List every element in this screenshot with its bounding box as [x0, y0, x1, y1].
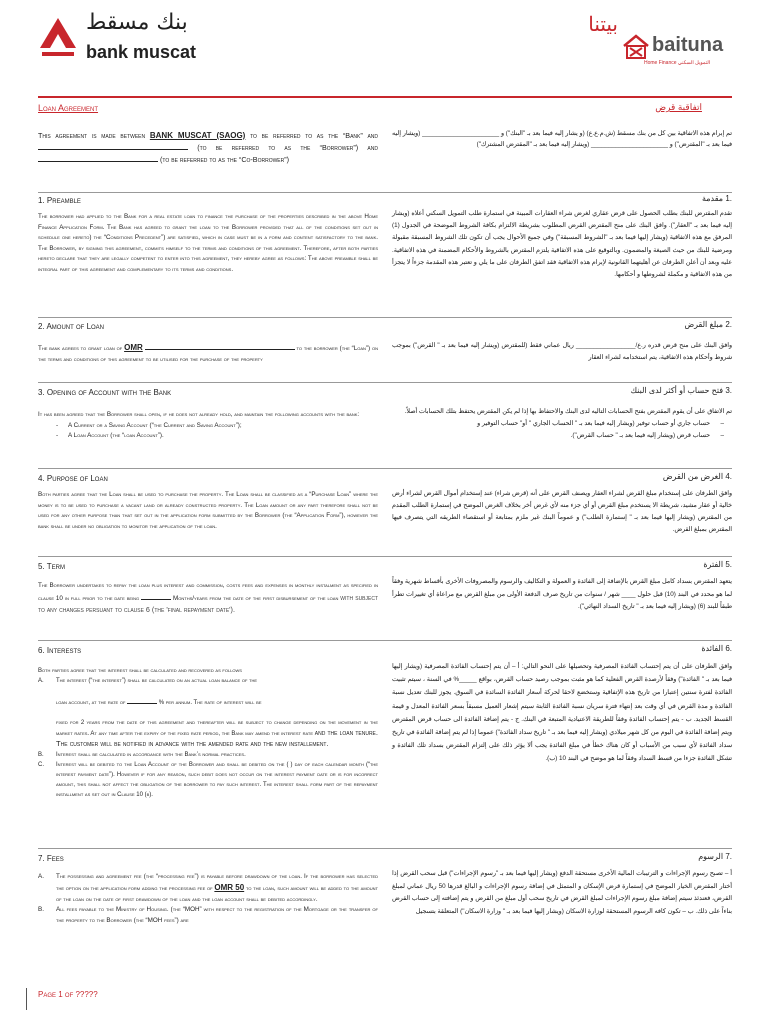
section-3-body: It has been agreed that the Borrower shall open, if he does not already hold, and maintain the following accounts with the bank: [38, 411, 360, 418]
omr-label: OMR [124, 343, 143, 352]
section-6-title-ar: .6 الفائدة [701, 644, 732, 653]
section-divider [38, 640, 732, 641]
section-6-title: 6. Interests [38, 646, 82, 655]
house-icon [622, 34, 650, 60]
clause-b: B. Interest shall be calculated in accordance with the Bank’s normal practices. [38, 752, 246, 758]
section-5-title-ar: .5 الفترة [703, 560, 732, 569]
borrower-name-blank[interactable] [38, 142, 188, 150]
interest-rate-blank[interactable] [127, 696, 157, 704]
clause-a-text-4: fixed for 2 years from the date of this agreement and thereafter will be subject to change depending on the movement in the market rates. At any time after the expiry of the fixed rate period, the Bank may amend the interest rate [56, 720, 378, 737]
section-3-text [38, 410, 378, 442]
clause-a-text-3: % per annum. The rate of interest will be [158, 700, 262, 706]
processing-fee-amount: OMR 50 [214, 882, 245, 892]
intro-arabic: تم إبرام هذه الاتفاقية بين كل من بنك مسقط (ش.م.ع.ع) (و يشار إليه فيما بعد بـ "البنك") و ______________________ (ويشار إليه فيما بعد بـ "المقترض") و ______________________ (ويشار إليه فيما بعد بـ "المقترض المشترك") [392, 130, 732, 148]
section-divider [38, 192, 732, 193]
footer-bar [26, 988, 27, 1010]
section-divider [38, 382, 732, 383]
list-item: - A Current or a Saving Account (“the Current and Saving Account”); [38, 421, 378, 432]
section-5-title: 5. Term [38, 562, 65, 571]
fee-clause-b-text: All fees payable to the Ministry of Housing. (the “MOH” with respect to the registration of the Mortgage or the transfer of the property to the Borrower (the “MOH fees”) are [56, 906, 378, 925]
fee-clause-a-text: The possessing and agreement fee (the “processing fee”) is payable before drawdown of the loan. If the borrower has selected the option on the application form adding the processing fee of [56, 873, 378, 892]
baituna-logo [548, 12, 748, 72]
section-6-text [38, 666, 378, 800]
section-divider [38, 317, 732, 318]
section-2-text [38, 342, 378, 365]
logo-english-text: bank muscat [86, 42, 197, 62]
intro-text-3: (to be referred to as the “Borrower”) and [197, 143, 378, 152]
fee-clause-a-text-2: to the loan, such amount will be added to the amount of the loan on the date of first drawdown of the loan and the loan account shall be debited accordingly. [56, 884, 379, 903]
intro-text-2: to be referred to as the “Bank” and [250, 131, 379, 140]
section-5-text-ar: يتعهد المقترض بسداد كامل مبلغ القرض بالإضافة إلى الفائدة و العمولة و التكاليف والرسوم والمصروفات الأخرى بأقساط شهرية وفقاً لما هو محدد في البند (10) قبل حلول ____ شهر / سنوات من تاريخ صرف الدفعة الأولى من مبلغ القرض مع مراعاة أي تغييرات تطرأ طبقاً للبند (6) (ويشار إليه فيما بعد بـ " تاريخ السداد النهائي"). [392, 578, 732, 610]
bank-name: BANK MUSCAT (SAOG) [149, 131, 246, 140]
baituna-english-text: baituna [652, 34, 724, 56]
section-4-text-ar: وافق الطرفان على إستخدام مبلغ القرض لشراء العقار ويصنف القرض على أنه (قرض شراء) عند إستخدام أموال القرض لشراء أرض خالية أو عقار مشيد، شريطة الا يستخدم مبلغ القرض أو أي جزء منه لأي غرض أخر بخلاف الغرض الموضح في إستمارة الطلب المقدم من المقترض (ويشار إليها فيما بعد بـ " إستمارة الطلب") و عموماً البنك غير ملزم بمتابعة أو استقصاء الطريقه التي يتصرف فيها المقترض بمبلغ القرض. [392, 490, 732, 533]
section-5-text-2: Months/years from the date of the first disbursement of the loan [173, 594, 339, 602]
section-2-title: 2. Amount of Loan [38, 322, 105, 331]
section-divider [38, 848, 732, 849]
section-6-text-ar: وافق الطرفان على أن يتم إحتساب الفائدة المصرفية وتحصيلها على النحو التالي: أ – أن يتم إحتساب الفائدة المصرفية (ويشار إليها فيما بعد بـ " الفائدة") وفقاً لأرصدة القرض الفعلية كما هو مثبت بموجب رصيد حساب القرض، بواقع _____% في السنة ، سيتم تثبيت الفائدة لفترة سنتين إعتبارا من تاريخ هذه الإتفاقية وستخضع لاحقا لحركة أسعار الفائدة السائدة في السوق. يجوز للبنك تعديل نسبة الفائدة و مدة القرض في أي وقت بعد إنتهاء فترة سريان نسبة الفائدة الثابتة سيتم إشعار العميل مسبقاً بسعر الفائدة المعدل و قيمة القسط الجديد. ب - يتم إحتساب الفائدة وفقاً للطريقة الاعتيادية المتبعة في البنك. ج - يتم إضافة الفائدة الى حساب قرض المقترض ويتم إضافة الفائدة في اليوم من كل شهر ميلادي (ويشار إليه فيما بعد بـ " تاريخ سداد الفائدة") عموما إذا لم يتم إضافة الفائدة في تاريخ سداد الفائدة لأي سبب من الأسباب أو كان هناك خطأ في مبلغ الفائدة يجب ألا يؤثر ذلك على إلتزام المقترض بسداد تلك الفائدة و تشكل الفائدة جزءا من قسط السداد وفقاً لما هو موضح في البند 10 (ب). [392, 663, 732, 763]
fee-clause-b: B. All fees payable to the Ministry of Housing. (the “MOH” with respect to the registration of the Mortgage or the transfer of the property to the Borrower (the “MOH fees”) are [38, 906, 378, 925]
intro-english [38, 130, 378, 166]
clause-c-text: Interest will be debited to the Loan Account of the Borrower and shall be debited on the ( ) day of each calendar month (“the interest payment date”). However if for any reason, such debit does not occur on the interest payment date or is for incorrect amount, this shall not affect the obligation of the borrower to pay such interest. The interest shall form part of the repayment installment as set out in Clause 10 (b). [56, 762, 378, 798]
clause-b-text: Interest shall be calculated in accordance with the Bank’s normal practices. [56, 752, 246, 758]
section-7-text-ar: أ – تصبح رسوم الإجراءات و الترتيبات المالية الأخرى مستحقة الدفع (ويشار إليها فيما بعد بـ "رسوم الإجراءات") قبل سحب القرض إذا أختار المقترض الخيار الموضح في إستمارة قرض الإسكان و المتمثل في إضافة رسوم الإجراءات و البالغ قدرها 50 ريال عماني لمبلغ القرض، فعندئذ سيتم إضافة مبلغ رسوم الإجراءات لمبلغ القرض في تاريخ سحب أول مبلغ من القرض و يتم إضافته إلى حساب القرض بناءاً على ذلك. ب – تكون كافه الرسوم المستحقة لوزارة الاسكان (ويشار إليها فيما بعد بـ " وزارة الاسكان") المتعلقة بتسجيل [392, 870, 732, 915]
section-7-title-ar: .7 الرسوم [698, 852, 732, 861]
section-5-text-3: with subject to any changes persuant to clause 6 (the 'final repayment date'). [38, 592, 379, 614]
section-3-title: 3. Opening of Account with the Bank [38, 388, 172, 397]
section-3-text-ar [392, 406, 732, 442]
section-2-text-ar: وافق البنك على منح قرض قدره ر.ع/_________________ ريال عماني فقط (للمقترض (ويشار إليه فيما بعد بـ " القرض") بموجب شروط وأحكام هذه الاتفاقية، يتم استخدامه لشراء العقار [392, 342, 732, 361]
section-1-text-ar: تقدم المقترض للبنك بطلب الحصول على قرض عقاري لغرض شراء العقارات المبينة في استمارة طلب التمويل السكني أعلاه (ويشار إليه فيما بعد بـ "العقار"). وافق البنك على منح المقترض القرض المطلوب بشريطة الالتزام بكافة الشروط الموضحة في الجدول (1) المرفق مع هذه الاتفاقية (ويشار إليها فيما بعد بـ "الشروط المسبقة") وفي جميع الأحوال يجب أن تكون تلك الشروط المسبقة مقبولة ومرضية للبنك من حيث الصيغة والمضمون. وبالتوقيع على هذه الاتفاقية يلتزم المقترض بالشروط والأحكام المضمنة في هذه الاتفاقية. عليه وبعد أن أعلن الطرفان عن أهليتهما القانونية لإبرام هذه الاتفاقية فقد اتفق الطرفان على ما يلي و تعتبر هذه المقدمة جزءاً لا يتجزأ من هذه الاتفاقية و مكملة لشروطها و أحكامها. [392, 210, 732, 279]
fee-clause-a: A. The possessing and agreement fee (the “processing fee”) is payable before drawdown of the loan. If the borrower has selected the option on the application form adding the processing fee of OMR 50 to the loan, such amount will be added to the amount of the loan on the date of first drawdown of the loan and the loan account shall be debited accordingly. [38, 873, 379, 903]
section-1-title: 1. Preamble [38, 196, 81, 205]
clause-a: A. The interest (“the interest”) shall be calculated on an actual loan balance of the loan account, at the rate of % per annum. The rate of interest will be fixed for 2 years from the date of this agreement and thereafter will be subject to change depending on the movement in the market rates. At any time after the expiry of the fixed rate period, the Bank may amend the interest rate and the loan tenure. The customer will be notified in advance with the amended rate and the new installement. [38, 678, 378, 748]
section-5-text-1: The Borrower undertakes to repay the loan plus interest and commission, costs fees and expenses in monthly instalment as specified in clause 10 in full prior to the date being [38, 582, 378, 602]
baituna-arabic-text: بيتنا [588, 14, 618, 36]
co-borrower-name-blank[interactable] [38, 154, 158, 162]
title-arabic: اتفاقية قرض [655, 102, 702, 112]
section-4-text: Both parties agree that the Loan shall be used to purchase the property. The Loan shall be classified as a “Purchase Loan” where the money is to be used to purchase a vacant land or already constructed property. The Loan amount or any part therefore shall not be used for any other purpose than that set out in the application form submitted by the Borrower (the “Application Form”), however the bank shall be under no obligation to monitor the application of the loan. [38, 491, 378, 530]
section-5-text [38, 580, 378, 617]
section-3-body-ar: تم الاتفاق على أن يقوم المقترض بفتح الحسابات التاليه لدى البنك والاحتفاظ بها إذا لم يكن المقترض يحتفظ بتلك الحسابات أصلاً. [404, 408, 732, 415]
section-4-title: 4. Purpose of Loan [38, 474, 108, 483]
term-blank[interactable] [141, 592, 171, 600]
logo-arabic-text: بنك مسقط [86, 10, 188, 35]
section-1-title-ar: .1 مقدمة [701, 194, 732, 203]
section-2-text-1: The bank agrees to grant loan of [38, 345, 123, 352]
list-item: – حساب قرض (ويشار إليه فيما بعد بـ " حساب القرض"). [392, 430, 732, 442]
header-rule [38, 96, 732, 98]
clause-a-text-1: The interest (“the interest”) shall be calculated on an actual loan balance of the [56, 678, 258, 684]
section-1-text: The borrower had applied to the Bank for a real estate loan to finance the purchase of the properties described in the above Home Finance Application Form. The Bank has agreed to grant the loan to the Borrower provided that all of the conditions set out in schedule one hereto) the “Conditions Precedent”) are satisfied, which in case must be in a form and content satisfactory to the bank. The Borrower, by signing this agreement, commits himself to the terms and conditions of this agreement. Therefore, after both parties hereto declare that they are legally competent to enter into this agreement, they hereby agree as follows: The above preamble shall be integral part of this agreement and complementary to its terms and conditions. [38, 213, 378, 273]
baituna-tagline: Home Finance التمويل السكني [644, 60, 711, 66]
list-item: - A Loan Account (the “loan Account”). [38, 431, 378, 442]
section-2-text-2: to the borrower (the “Loan”) on the terms and conditions of this agreement to be utilised for the purchase of the property [38, 345, 379, 363]
section-4-title-ar: .4 الغرض من القرض [662, 472, 732, 481]
bank-muscat-logo [38, 10, 238, 70]
section-7-title: 7. Fees [38, 854, 64, 863]
section-divider [38, 468, 732, 469]
section-7-text [38, 872, 378, 927]
section-2-title-ar: .2 مبلغ القرض [684, 320, 732, 329]
clause-a-text-2: loan account, at the rate of [56, 700, 126, 706]
section-divider [38, 556, 732, 557]
clause-c: C. Interest will be debited to the Loan Account of the Borrower and shall be debited on the ( ) day of each calendar month (“the interest payment date”). However if for any reason, such debit does not occur on the interest payment date or is for incorrect amount, this shall not affect the obligation of the borrower to pay such interest. The interest shall form part of the repayment installment as set out in Clause 10 (b). [38, 762, 378, 798]
bank-muscat-mark-icon [38, 16, 78, 60]
title-english: Loan Agreement [38, 103, 99, 113]
list-item: – حساب جاري أو حساب توفير (ويشار إليه فيما بعد بـ " الحساب الجاري " أو" حساب التوفير و [392, 418, 732, 430]
loan-amount-blank[interactable] [145, 342, 295, 350]
intro-text-4: (to be referred to as the “Co-Borrower”) [160, 155, 290, 164]
clause-a-text-5: and the loan tenure. The customer will be notified in advance with the amended rate and the new installement. [56, 728, 378, 748]
section-3-title-ar: .3 فتح حساب أو أكثر لدى البنك [630, 386, 732, 395]
page-number: Page 1 of ????? [38, 990, 98, 999]
intro-text-1: This agreement is made between [38, 131, 146, 140]
section-6-intro: Both parties agree that the interest shall be calculated and recovered as follows [38, 668, 242, 674]
